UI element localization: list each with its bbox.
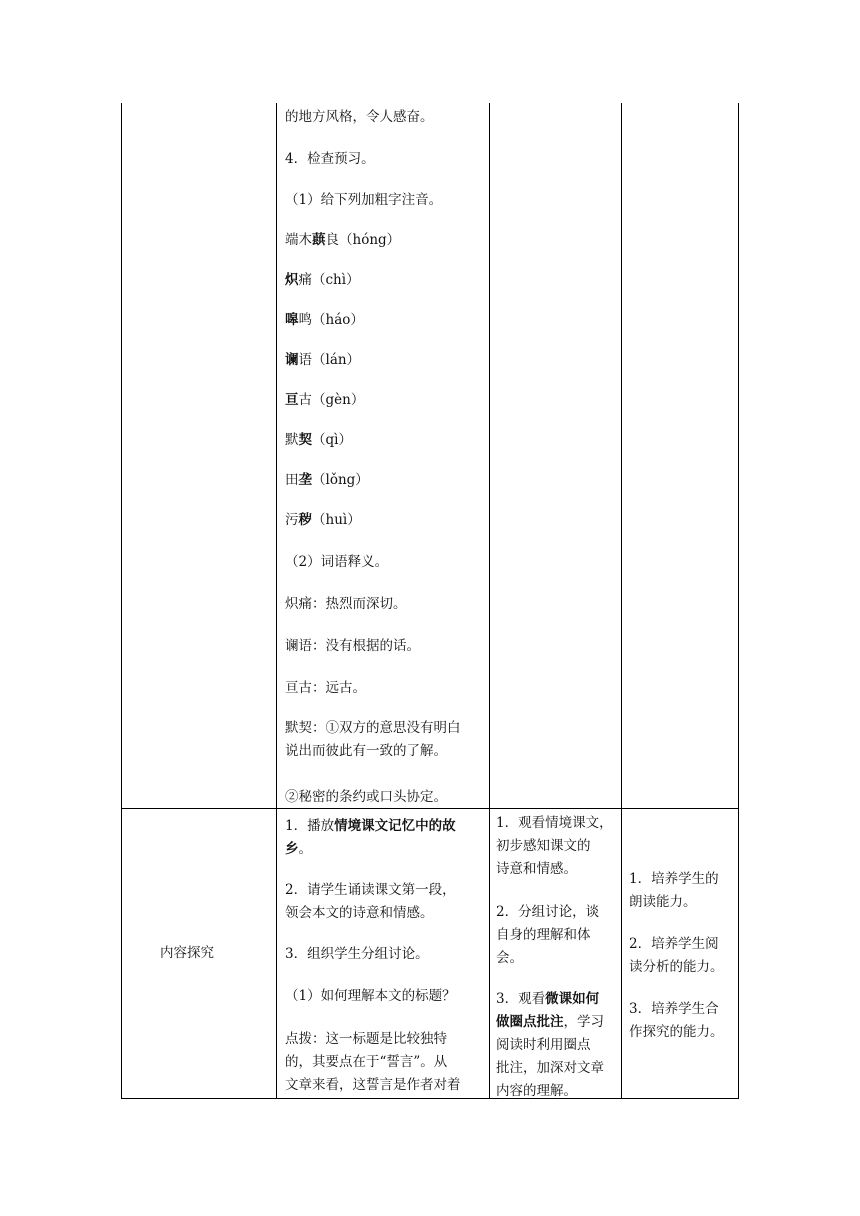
text-line: [285, 788, 447, 806]
text-line: [285, 108, 434, 126]
text-line: [629, 958, 724, 976]
text-segment: 谰语：没有根据的话。: [285, 638, 420, 654]
text-segment: 领会本文的诗意和情感。: [285, 905, 434, 921]
bold-text: 做圈点批注: [496, 1014, 564, 1030]
text-line: [496, 949, 523, 967]
text-segment: 3．组织学生分组讨论。: [285, 946, 429, 962]
text-segment: 1．观看情境课文，: [496, 815, 613, 831]
text-line: [285, 637, 420, 655]
text-line: [285, 431, 352, 449]
text-segment: （1）给下列加粗字注音。: [285, 192, 443, 208]
bold-text: 乡: [285, 841, 299, 857]
text-line: [285, 1053, 447, 1071]
text-line: [285, 719, 461, 737]
text-line: [496, 814, 613, 832]
text-line: [285, 817, 456, 835]
text-segment: 2．分组讨论，谈: [496, 904, 600, 920]
text-line: [285, 945, 429, 963]
text-segment: 阅读时利用圈点: [496, 1037, 591, 1053]
text-segment: 默: [285, 432, 299, 448]
text-line: [285, 471, 369, 489]
bold-text: 情境课文记忆中的故: [334, 818, 456, 834]
text-segment: 的，其要点在于“誓言”。从: [285, 1054, 448, 1070]
text-segment: 1．播放: [285, 818, 335, 834]
text-line: [496, 1059, 604, 1077]
text-line: [285, 150, 375, 168]
text-segment: 语（lán）: [298, 352, 361, 368]
text-segment: （huì）: [312, 512, 361, 528]
text-segment: 2．培养学生阅: [629, 936, 719, 952]
text-segment: 会。: [496, 950, 523, 966]
text-line: [629, 1000, 719, 1018]
text-line: [496, 990, 599, 1008]
text-line: [285, 1076, 461, 1094]
text-segment: 自身的理解和体: [496, 927, 591, 943]
text-segment: （lǒng）: [312, 472, 369, 488]
text-line: [285, 840, 312, 858]
text-segment: 痛（chì）: [298, 272, 360, 288]
text-segment: 端木: [285, 232, 312, 248]
text-line: [496, 1036, 591, 1054]
text-segment: 亘古：远古。: [285, 680, 366, 696]
text-line: [496, 903, 599, 921]
text-segment: 3．观看: [496, 991, 546, 1007]
text-line: [496, 1013, 604, 1031]
text-line: [629, 870, 719, 888]
text-segment: 点拨：这一标题是比较独特: [285, 1031, 447, 1047]
text-line: [285, 987, 456, 1005]
row-divider: [121, 808, 738, 809]
text-segment: 默契：①双方的意思没有明白: [285, 720, 461, 736]
text-segment: （2）词语释义。: [285, 554, 389, 570]
bold-text: 契: [298, 432, 312, 448]
text-segment: 鸣（háo）: [298, 312, 364, 328]
table-border-right: [738, 103, 739, 1099]
text-segment: ，学习: [563, 1014, 604, 1030]
bold-text: 秽: [298, 512, 312, 528]
text-segment: 田: [285, 472, 299, 488]
text-line: [285, 191, 442, 209]
text-line: [496, 837, 591, 855]
text-segment: 的地方风格，令人感奋。: [285, 109, 434, 125]
table-border-bottom: [121, 1098, 738, 1099]
text-segment: 内容的理解。: [496, 1083, 577, 1099]
text-segment: 说出而彼此有一致的了解。: [285, 743, 447, 759]
table-border-left: [121, 103, 122, 1099]
bold-text: 微课如何: [545, 991, 600, 1007]
text-line: [285, 679, 366, 697]
text-line: [285, 511, 361, 529]
text-line: [285, 311, 364, 329]
text-segment: 批注，加深对文章: [496, 1060, 604, 1076]
text-segment: （1）如何理解本文的标题？: [285, 988, 456, 1004]
column-divider-2: [489, 103, 490, 1099]
text-segment: 读分析的能力。: [629, 959, 724, 975]
column-divider-3: [621, 103, 622, 1099]
text-line: [629, 935, 719, 953]
bold-text: 亘: [285, 392, 299, 408]
text-segment: 3．培养学生合: [629, 1001, 719, 1017]
text-segment: ②秘密的条约或口头协定。: [285, 789, 447, 805]
text-segment: 初步感知课文的: [496, 838, 591, 854]
bold-text: 炽: [285, 272, 299, 288]
text-line: [629, 893, 697, 911]
text-line: [285, 904, 434, 922]
text-segment: 作探究的能力。: [629, 1024, 724, 1040]
bold-text: 嗥: [285, 312, 299, 328]
text-segment: 诗意和情感。: [496, 861, 577, 877]
text-line: [285, 231, 400, 249]
text-line: [496, 926, 591, 944]
text-line: [285, 742, 447, 760]
bold-text: 蕻: [312, 232, 326, 248]
text-segment: 古（gèn）: [298, 392, 365, 408]
text-segment: 。: [298, 841, 312, 857]
text-segment: 文章来看，这誓言是作者对着: [285, 1077, 461, 1093]
stage-label: 内容探究: [160, 945, 214, 961]
text-line: [285, 351, 360, 369]
text-segment: 炽痛：热烈而深切。: [285, 596, 407, 612]
text-line: [285, 595, 407, 613]
text-line: [496, 1082, 577, 1100]
bold-text: 垄: [298, 472, 312, 488]
text-line: [285, 271, 360, 289]
column-divider-1: [276, 103, 277, 1099]
text-line: [496, 860, 577, 878]
text-line: [285, 553, 388, 571]
text-line: [285, 391, 364, 409]
text-segment: 2．请学生诵读课文第一段，: [285, 882, 456, 898]
text-line: [285, 881, 456, 899]
text-segment: 4．检查预习。: [285, 151, 375, 167]
text-line: [285, 1030, 447, 1048]
bold-text: 谰: [285, 352, 299, 368]
text-segment: 污: [285, 512, 299, 528]
text-segment: 1．培养学生的: [629, 871, 719, 887]
text-line: [629, 1023, 724, 1041]
text-segment: 朗读能力。: [629, 894, 697, 910]
text-segment: 良（hóng）: [325, 232, 401, 248]
text-segment: （qì）: [312, 432, 352, 448]
